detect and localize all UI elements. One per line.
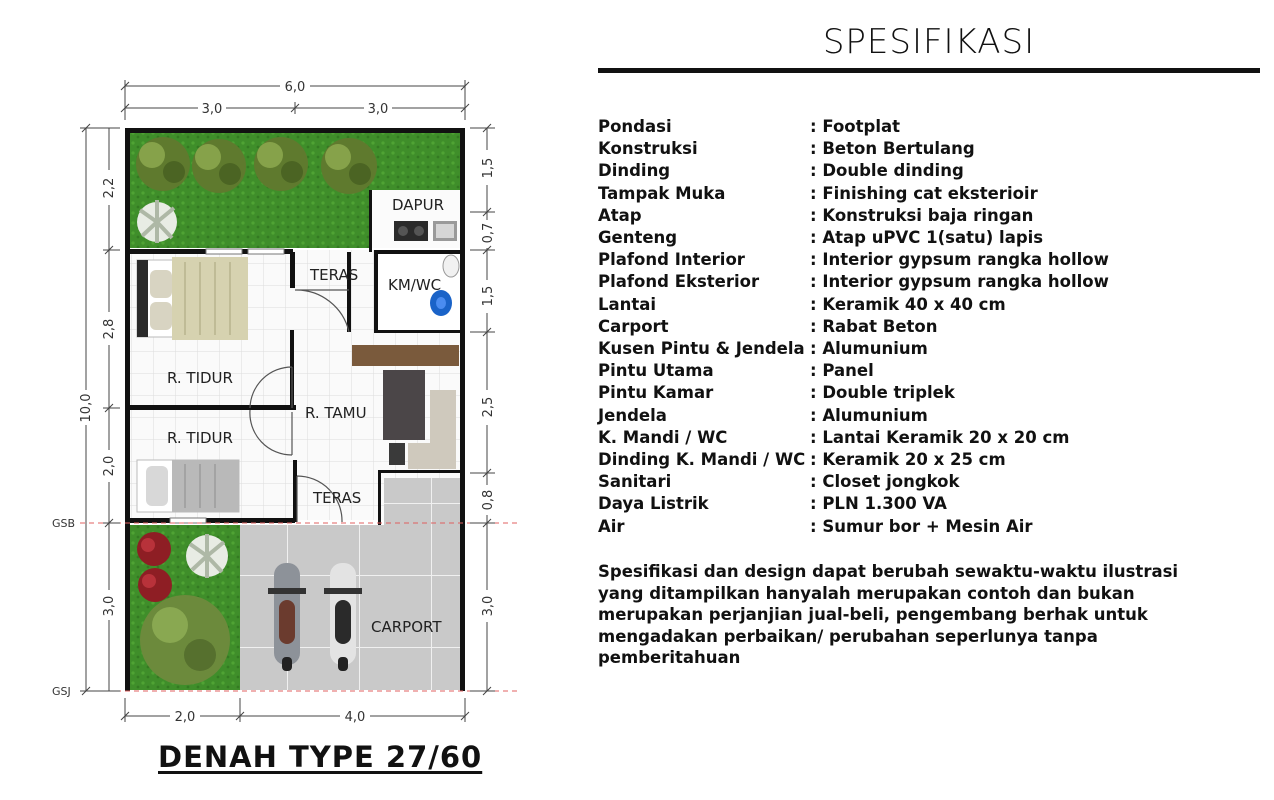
spec-row: [598, 271, 1109, 293]
room-label-tidur-2: R. TIDUR: [167, 429, 233, 447]
tv-cabinet: [352, 345, 459, 366]
spec-key: Dinding K. Mandi / WC: [598, 450, 806, 470]
spec-key: Sanitari: [598, 472, 672, 492]
spec-key: Plafond Eksterior: [598, 272, 760, 292]
spec-key: Plafond Interior: [598, 250, 745, 270]
plan-title: DENAH TYPE 27/60: [158, 740, 483, 774]
room-label-carport: CARPORT: [371, 618, 442, 636]
spec-value: : Keramik 40 x 40 cm: [810, 294, 1006, 314]
dim-left: 2,8: [102, 318, 117, 340]
spec-row: [598, 205, 1109, 227]
spec-value: : Alumunium: [810, 405, 928, 425]
spec-key: Pintu Utama: [598, 361, 714, 381]
spec-value: : Interior gypsum rangka hollow: [810, 250, 1109, 270]
spec-row: [598, 227, 1109, 249]
room-label-teras-top: TERAS: [310, 266, 359, 284]
spec-value: : PLN 1.300 VA: [810, 494, 947, 514]
spec-row: [598, 316, 1109, 338]
side-table: [389, 443, 405, 465]
spec-row: [598, 338, 1109, 360]
shrub-icon: [140, 595, 230, 685]
tree-icon: [192, 139, 246, 193]
dim-left: 2,2: [102, 177, 117, 199]
dim-top-right: 3,0: [367, 102, 389, 117]
spec-row: [598, 249, 1109, 271]
spec-value: : Sumur bor + Mesin Air: [810, 516, 1033, 536]
dim-right: 1,5: [481, 157, 496, 179]
spec-value: : Lantai Keramik 20 x 20 cm: [810, 427, 1070, 447]
spec-value: : Finishing cat eksterioir: [810, 183, 1038, 203]
spec-value: : Double dinding: [810, 161, 964, 181]
spec-row: [598, 138, 1109, 160]
spec-value: : Konstruksi baja ringan: [810, 205, 1034, 225]
dim-right: 2,5: [481, 396, 496, 418]
room-label-dapur: DAPUR: [392, 196, 444, 214]
spec-value: : Double triplek: [810, 383, 955, 403]
spec-row: [598, 183, 1109, 205]
dim-left: 3,0: [102, 595, 117, 617]
spec-value: : Rabat Beton: [810, 316, 938, 336]
spec-key: Konstruksi: [598, 139, 698, 159]
spec-value: : Panel: [810, 361, 874, 381]
spec-key: Kusen Pintu & Jendela: [598, 339, 805, 359]
spec-key: Atap: [598, 205, 642, 225]
dim-bottom-right: 4,0: [344, 710, 366, 725]
spec-title: SPESIFIKASI: [822, 22, 1036, 62]
disclaimer-note: Spesifikasi dan design dapat berubah sewaktu-waktu ilustrasi yang ditampilkan hanyalah merupakan contoh dan bukan merupakan perjanjian jual-beli, pengembang berhak untuk mengadakan perbaikan/ perubahan seperlunya tanpa pemberitahuan: [598, 562, 1179, 667]
single-bed-icon: [137, 460, 239, 512]
spec-divider: [598, 68, 1260, 73]
spec-row: [598, 516, 1109, 538]
dim-left: 2,0: [102, 455, 117, 477]
spec-row: [598, 471, 1109, 493]
spec-value: : Atap uPVC 1(satu) lapis: [810, 228, 1044, 248]
room-label-kmwc: KM/WC: [388, 276, 442, 294]
spec-key: Tampak Muka: [598, 183, 726, 203]
tree-icon: [321, 138, 377, 194]
floor-plan: [0, 0, 560, 800]
coffee-table: [383, 370, 425, 440]
spec-key: K. Mandi / WC: [598, 427, 728, 447]
spec-table: [598, 116, 1109, 538]
stove-icon: [394, 221, 428, 241]
spec-value: : Alumunium: [810, 339, 928, 359]
dim-total-depth: 10,0: [79, 393, 94, 423]
room-label-teras-bottom: TERAS: [313, 489, 362, 507]
spec-value: : Footplat: [810, 117, 900, 136]
spec-row: [598, 427, 1109, 449]
spec-key: Pondasi: [598, 117, 672, 136]
gsj-label: GSJ: [52, 685, 71, 698]
dim-right: 0,8: [481, 489, 496, 511]
room-label-tidur-1: R. TIDUR: [167, 369, 233, 387]
spec-value: : Beton Bertulang: [810, 139, 975, 159]
dim-right: 3,0: [481, 595, 496, 617]
spec-row: [598, 382, 1109, 404]
spec-row: [598, 116, 1109, 138]
dim-right: 1,5: [481, 285, 496, 307]
spec-value: : Interior gypsum rangka hollow: [810, 272, 1109, 292]
spec-key: Pintu Kamar: [598, 383, 714, 403]
spec-row: [598, 294, 1109, 316]
dim-right: 0,7: [481, 222, 496, 244]
dim-total-width: 6,0: [284, 80, 306, 95]
gsb-label: GSB: [52, 517, 76, 530]
spec-key: Daya Listrik: [598, 494, 709, 514]
spec-row: [598, 405, 1109, 427]
dim-top-left: 3,0: [201, 102, 223, 117]
spec-row: [598, 449, 1109, 471]
room-label-tamu: R. TAMU: [305, 404, 367, 422]
double-bed-icon: [137, 257, 248, 340]
wash-basin-icon: [443, 255, 459, 277]
dim-bottom-left: 2,0: [174, 710, 196, 725]
tree-icon: [254, 137, 308, 191]
spec-key: Genteng: [598, 228, 678, 248]
tree-icon: [136, 137, 190, 191]
spec-key: Dinding: [598, 161, 671, 181]
spec-key: Carport: [598, 316, 669, 336]
spec-key: Lantai: [598, 294, 657, 314]
spec-row: [598, 160, 1109, 182]
terrace-floor: [384, 478, 460, 525]
spec-value: : Closet jongkok: [810, 472, 960, 492]
spec-value: : Keramik 20 x 25 cm: [810, 450, 1006, 470]
spec-row: [598, 360, 1109, 382]
spec-row: [598, 493, 1109, 515]
sink-icon: [433, 221, 457, 241]
spec-key: Air: [598, 516, 625, 536]
spec-key: Jendela: [598, 405, 667, 425]
